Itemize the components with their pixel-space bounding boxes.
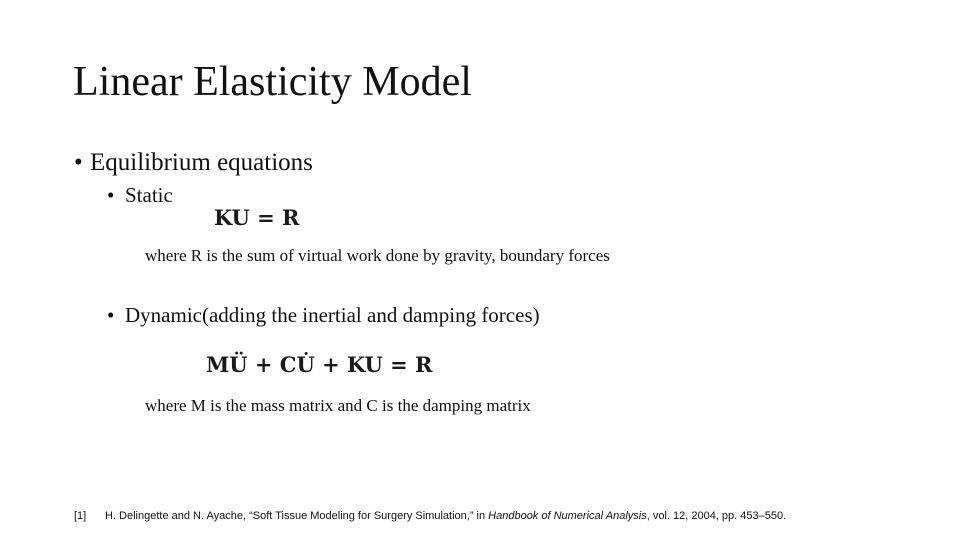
bullet-marker: • [74,149,83,176]
bullet-equilibrium-label: Equilibrium equations [90,149,313,176]
bullet-marker: • [107,183,115,207]
bullet-dynamic-label: Dynamic(adding the inertial and damping forces) [125,303,540,327]
bullet-equilibrium [74,147,313,179]
bullet-dynamic [107,301,540,329]
bullet-static-label: Static [125,183,173,207]
dynamic-note: where M is the mass matrix and C is the damping matrix [145,396,531,415]
static-note: where R is the sum of virtual work done by gravity, boundary forces [145,246,610,265]
dynamic-equation: MÜ + CU̇ + KU = R [206,352,433,377]
reference-authors-title: H. Delingette and N. Ayache, “Soft Tissue Modeling for Surgery Simulation,” in [105,510,489,522]
reference-citation [105,508,786,524]
slide-title: Linear Elasticity Model [73,59,472,105]
bullet-static [107,181,173,209]
static-equation: KU = R [214,205,300,230]
reference-book-title: Handbook of Numerical Analysis [488,510,647,522]
reference-number: [1] [74,510,87,522]
reference-details: , vol. 12, 2004, pp. 453–550. [646,510,787,522]
bullet-marker: • [107,303,115,327]
